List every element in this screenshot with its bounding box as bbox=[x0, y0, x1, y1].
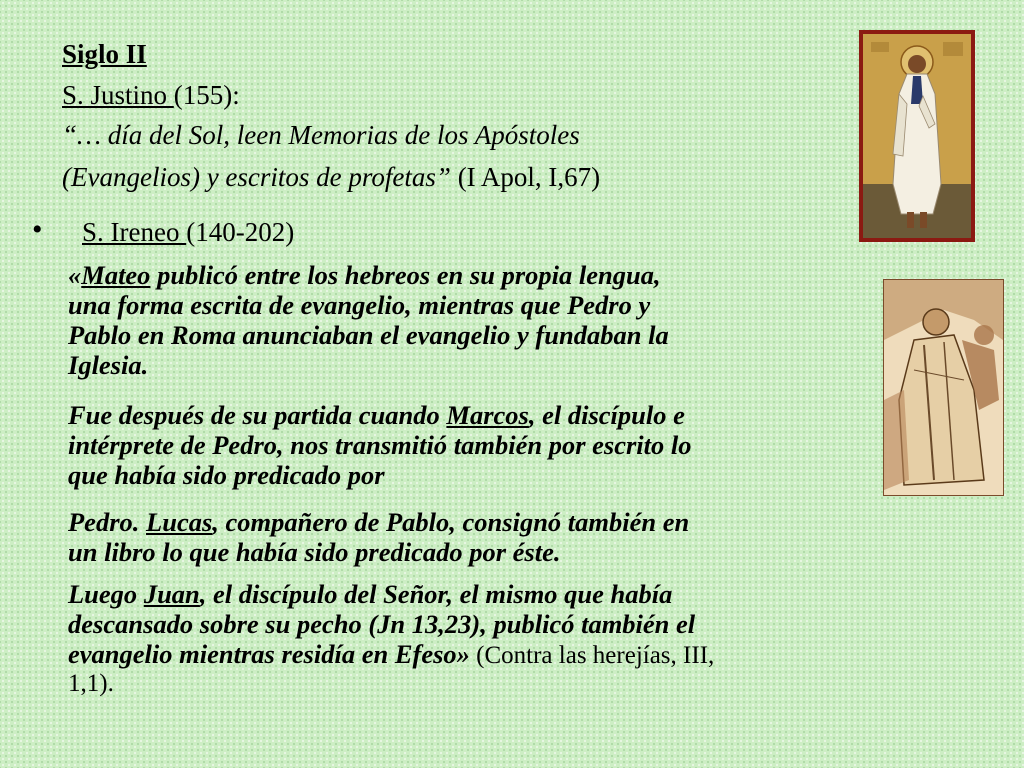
quote-p3-line1-pre: Pedro. bbox=[68, 507, 147, 537]
ireneo-line bbox=[82, 216, 294, 248]
quote-p1-line3: Pablo en Roma anunciaban el evangelio y fundaban la bbox=[68, 320, 669, 350]
marcos-text: Marcos bbox=[446, 400, 529, 430]
justino-years: (155): bbox=[173, 80, 240, 110]
quote-p2-line1-post: , el discípulo e bbox=[528, 400, 685, 430]
slide-heading: Siglo II bbox=[62, 39, 147, 69]
ref-line2: 1,1). bbox=[68, 670, 114, 697]
bullet-icon: • bbox=[32, 213, 43, 246]
juan-text: Juan bbox=[143, 579, 200, 609]
quote-p4-line1-post: , el discípulo del Señor, el mismo que había bbox=[199, 579, 673, 609]
quote-p3-line1-post: , compañero de Pablo, consignó también en bbox=[212, 507, 690, 537]
quote-open-mark: « bbox=[68, 260, 82, 290]
justino-quote-text: (Evangelios) y escritos de profetas” bbox=[62, 162, 451, 192]
quote-p2-line3: que había sido predicado por bbox=[68, 460, 385, 490]
lucas-text: Lucas bbox=[146, 507, 213, 537]
quote-p2-line2: intérprete de Pedro, nos transmitió también por escrito lo bbox=[68, 430, 692, 460]
quote-p3-line2: un libro lo que había sido predicado por éste. bbox=[68, 537, 561, 567]
ireneo-years: (140-202) bbox=[186, 217, 295, 247]
quote-paragraph-4 bbox=[68, 577, 714, 701]
quote-p4-line1-pre: Luego bbox=[68, 579, 144, 609]
justino-name: S. Justino bbox=[62, 80, 174, 110]
quote-p4-line3: evangelio mientras residía en Efeso» bbox=[68, 639, 470, 669]
quote-paragraph-2 bbox=[68, 398, 692, 492]
saint-justin-icon bbox=[859, 30, 975, 242]
justino-ref: (I Apol, I,67) bbox=[450, 162, 601, 192]
justino-line bbox=[62, 79, 240, 111]
ref-tail: , III, bbox=[670, 642, 715, 669]
quote-p1-line2: una forma escrita de evangelio, mientras que Pedro y bbox=[68, 290, 651, 320]
quote-p1-line4: Iglesia. bbox=[68, 350, 149, 380]
ref-open: ( bbox=[469, 642, 485, 669]
ref-title: Contra las herejías bbox=[484, 642, 671, 669]
justino-quote-line1: “… día del Sol, leen Memorias de los Apóstoles bbox=[62, 120, 580, 150]
quote-paragraph-1 bbox=[68, 258, 669, 382]
saint-justin-icon-art bbox=[863, 34, 971, 238]
ireneo-name: S. Ireneo bbox=[82, 217, 187, 247]
quote-p4-line2: descansado sobre su pecho (Jn 13,23), publicó también el bbox=[68, 609, 696, 639]
quote-paragraph-3 bbox=[68, 505, 689, 569]
justino-quote-line2 bbox=[62, 161, 600, 193]
mateo-link-text: Mateo bbox=[81, 260, 151, 290]
quote-p1-line1: publicó entre los hebreos en su propia lengua, bbox=[150, 260, 661, 290]
saint-irenaeus-engraving-art bbox=[884, 280, 1003, 495]
saint-irenaeus-engraving bbox=[883, 279, 1004, 496]
quote-p2-line1-pre: Fue después de su partida cuando bbox=[68, 400, 447, 430]
